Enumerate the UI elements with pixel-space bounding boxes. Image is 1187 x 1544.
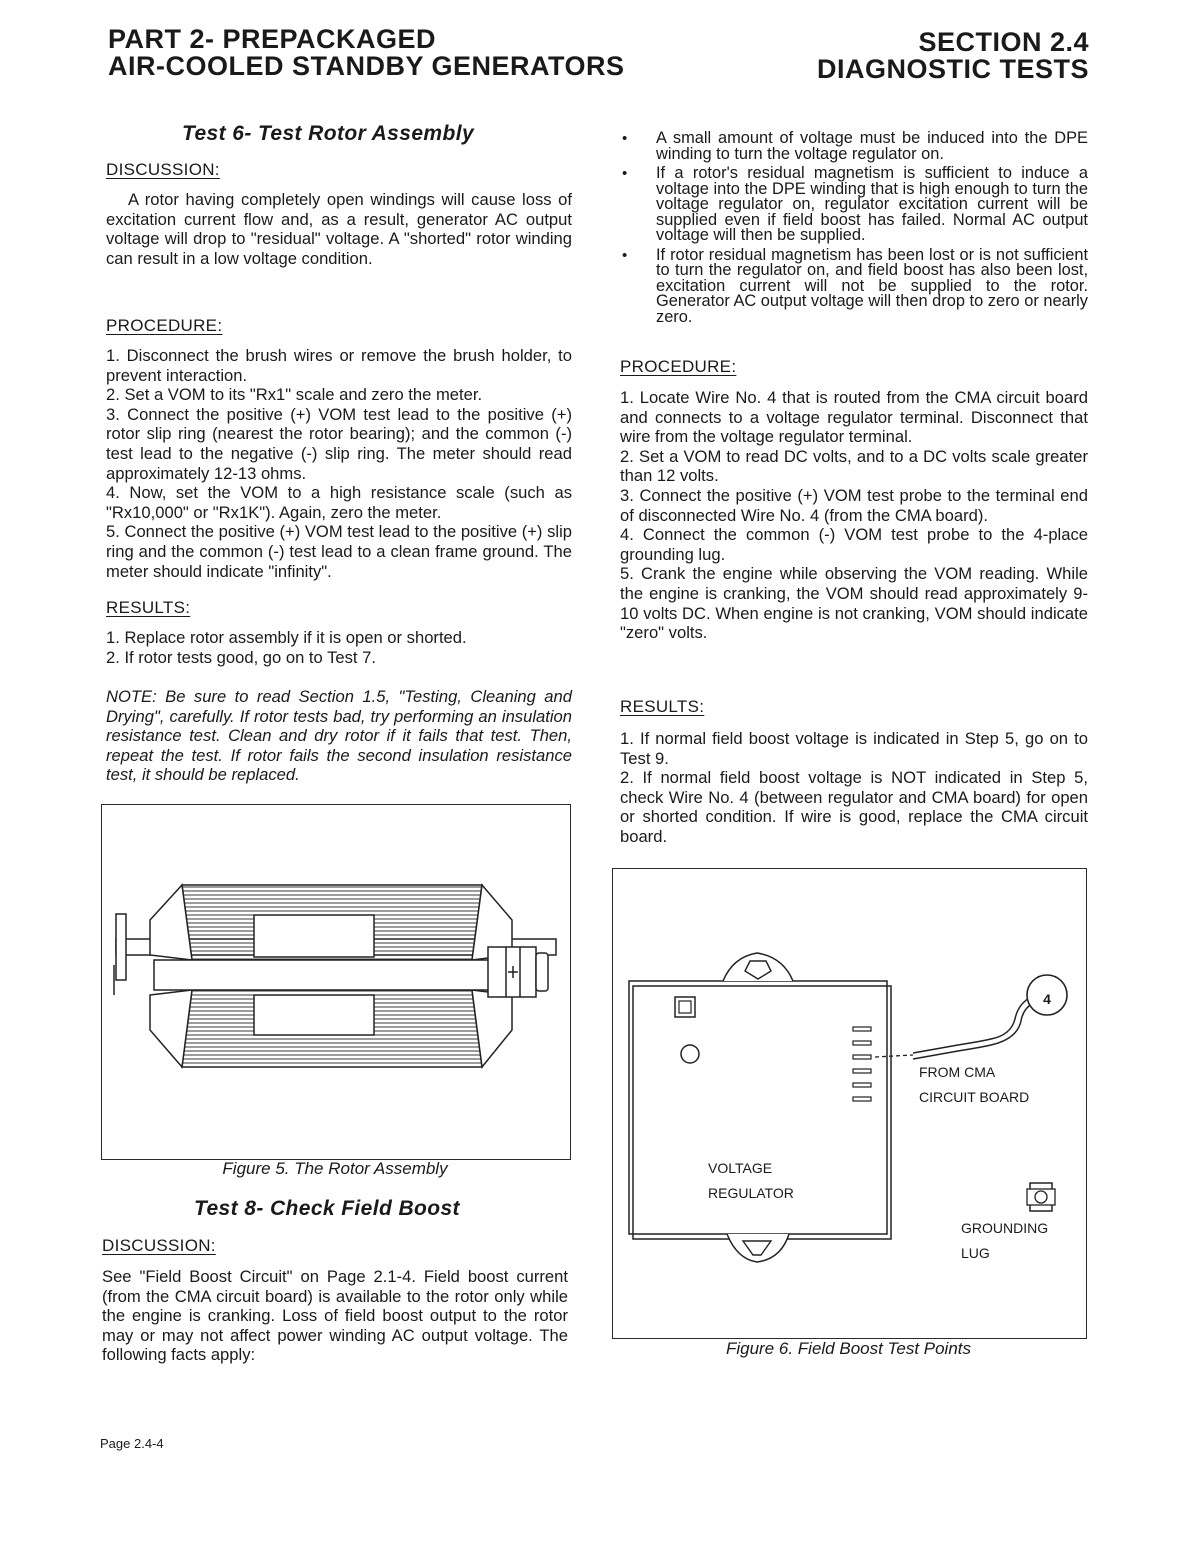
test8-fact-item: • A small amount of voltage must be induced into the DPE winding to turn the voltage regulator on. bbox=[620, 131, 1088, 162]
section-number: SECTION 2.4 bbox=[918, 27, 1089, 57]
test8-result-item: 2. If normal field boost voltage is NOT indicated in Step 5, check Wire No. 4 (between regulator and CMA board) for open or shorted condition. If wire is good, replace the CMA circuit board. bbox=[620, 768, 1088, 846]
figure6-caption: Figure 6. Field Boost Test Points bbox=[725, 1339, 972, 1358]
grounding-label: GROUNDING bbox=[961, 1220, 1049, 1236]
from-cma-label: FROM CMA bbox=[919, 1064, 996, 1080]
test8-procedure-step: 1. Locate Wire No. 4 that is routed from the CMA circuit board and connects to a voltage regulator terminal. Disconnect that wire from the voltage regulator terminal. bbox=[620, 388, 1088, 447]
test6-discussion-text: A rotor having completely open windings will cause loss of excitation current flow and, as a result, generator AC output voltage will drop to "residual" voltage. A "shorted" rotor winding can result in a low voltage condition. bbox=[106, 190, 572, 268]
test8-results-list bbox=[620, 729, 1088, 847]
test8-procedure-step: 3. Connect the positive (+) VOM test probe to the terminal end of disconnected Wire No. 4 (from the CMA board). bbox=[620, 485, 1088, 525]
test6-procedure-step: 1. Disconnect the brush wires or remove the brush holder, to prevent interaction. bbox=[106, 346, 572, 385]
shaft-end bbox=[116, 914, 126, 980]
test8-procedure-step: 2. Set a VOM to read DC volts, and to a DC volts scale greater than 12 volts. bbox=[620, 446, 1088, 486]
figure5-caption: Figure 5. The Rotor Assembly bbox=[222, 1159, 448, 1178]
header-left bbox=[108, 26, 625, 80]
test6-procedure-step: 4. Now, set the VOM to a high resistance scale (such as "Rx10,000" or "Rx1K"). Again, zero the meter. bbox=[106, 483, 572, 522]
test6-note: NOTE: Be sure to read Section 1.5, "Testing, Cleaning and Drying", carefully. If rotor tests bad, try performing an insulation resistance test. Clean and dry rotor if it fails that test. Then, repeat the test. If rotor fails the second insulation resistance test, it should be replaced. bbox=[106, 687, 572, 785]
part-subtitle: AIR-COOLED STANDBY GENERATORS bbox=[108, 51, 625, 81]
header-right bbox=[817, 29, 1089, 83]
test8-fact-item: • If rotor residual magnetism has been lost or is not sufficient to turn the regulator on, and field boost has also been lost, excitation current will not be supplied to the rotor. Generator AC output voltage will then drop to zero or nearly zero. bbox=[620, 248, 1088, 326]
test6-results-list bbox=[106, 628, 572, 667]
pole-piece-bottom bbox=[254, 995, 374, 1035]
grounding-lug bbox=[1027, 1183, 1055, 1211]
wire-4 bbox=[913, 997, 1031, 1053]
figure6-field-boost bbox=[612, 868, 1087, 1339]
voltage-label: VOLTAGE bbox=[708, 1160, 773, 1176]
circuit-board-label: CIRCUIT BOARD bbox=[919, 1089, 1030, 1105]
rotor-bearing bbox=[536, 953, 548, 991]
pole-piece-top bbox=[254, 915, 374, 957]
test6-procedure-step: 5. Connect the positive (+) VOM test lead to the positive (+) slip ring and the common (-) test lead to a clean frame ground. The meter should indicate "infinity". bbox=[106, 522, 572, 581]
voltage-regulator-body bbox=[633, 986, 891, 1239]
lug-label: LUG bbox=[961, 1245, 990, 1261]
test6-procedure-list bbox=[106, 346, 572, 581]
rotor-assembly-drawing bbox=[102, 805, 570, 1159]
test8-facts-list bbox=[620, 131, 1088, 329]
test6-procedure-step: 3. Connect the positive (+) VOM test lead to the positive (+) rotor slip ring (nearest the rotor bearing); and the common (-) test lead to the negative (-) slip ring. The meter should read approximately 12-13 ohms. bbox=[106, 404, 572, 483]
test6-result-item: 1. Replace rotor assembly if it is open or shorted. bbox=[106, 628, 467, 647]
test8-discussion-text: See "Field Boost Circuit" on Page 2.1-4. Field boost current (from the CMA circuit board) is available to the rotor only while the engine is cranking. Loss of field boost output to the rotor may or may not affect power winding AC output voltage. The following facts apply: bbox=[102, 1267, 568, 1365]
test8-procedure-step: 4. Connect the common (-) VOM test probe to the 4-place grounding lug. bbox=[620, 525, 1088, 564]
test6-results-heading: RESULTS: bbox=[106, 598, 191, 617]
test6-procedure-step: 2. Set a VOM to its "Rx1" scale and zero the meter. bbox=[106, 385, 483, 405]
test8-results-heading: RESULTS: bbox=[620, 697, 705, 716]
test8-procedure-list bbox=[620, 388, 1088, 643]
test8-discussion-heading: DISCUSSION: bbox=[102, 1236, 216, 1255]
test6-title: Test 6- Test Rotor Assembly bbox=[182, 122, 475, 145]
test6-procedure-heading: PROCEDURE: bbox=[106, 316, 223, 335]
regulator-label: REGULATOR bbox=[708, 1185, 794, 1201]
test8-procedure-heading: PROCEDURE: bbox=[620, 357, 737, 376]
test6-result-item: 2. If rotor tests good, go on to Test 7. bbox=[106, 647, 376, 667]
test8-procedure-step: 5. Crank the engine while observing the VOM reading. While the engine is cranking, the VOM should read approximately 9-10 volts DC. When engine is not cranking, VOM should indicate "zero" volts. bbox=[620, 564, 1088, 643]
test6-discussion-heading: DISCUSSION: bbox=[106, 160, 220, 179]
rotor-core bbox=[154, 960, 512, 990]
field-boost-drawing bbox=[613, 869, 1086, 1338]
round-terminal bbox=[681, 1045, 699, 1063]
test8-fact-item: • If a rotor's residual magnetism is sufficient to induce a voltage into the DPE winding that is high enough to turn the voltage regulator on, regulator excitation current will be supplied even if field boost has failed. Normal AC output voltage will then be supplied. bbox=[620, 166, 1088, 244]
section-title: DIAGNOSTIC TESTS bbox=[816, 54, 1089, 84]
test8-title: Test 8- Check Field Boost bbox=[194, 1197, 460, 1220]
page-number: Page 2.4-4 bbox=[100, 1436, 164, 1451]
wire-number: 4 bbox=[1043, 991, 1051, 1007]
test8-result-item: 1. If normal field boost voltage is indicated in Step 5, go on to Test 9. bbox=[620, 729, 1088, 768]
figure5-rotor-assembly bbox=[101, 804, 571, 1160]
part-title: PART 2- PREPACKAGED bbox=[108, 24, 437, 54]
